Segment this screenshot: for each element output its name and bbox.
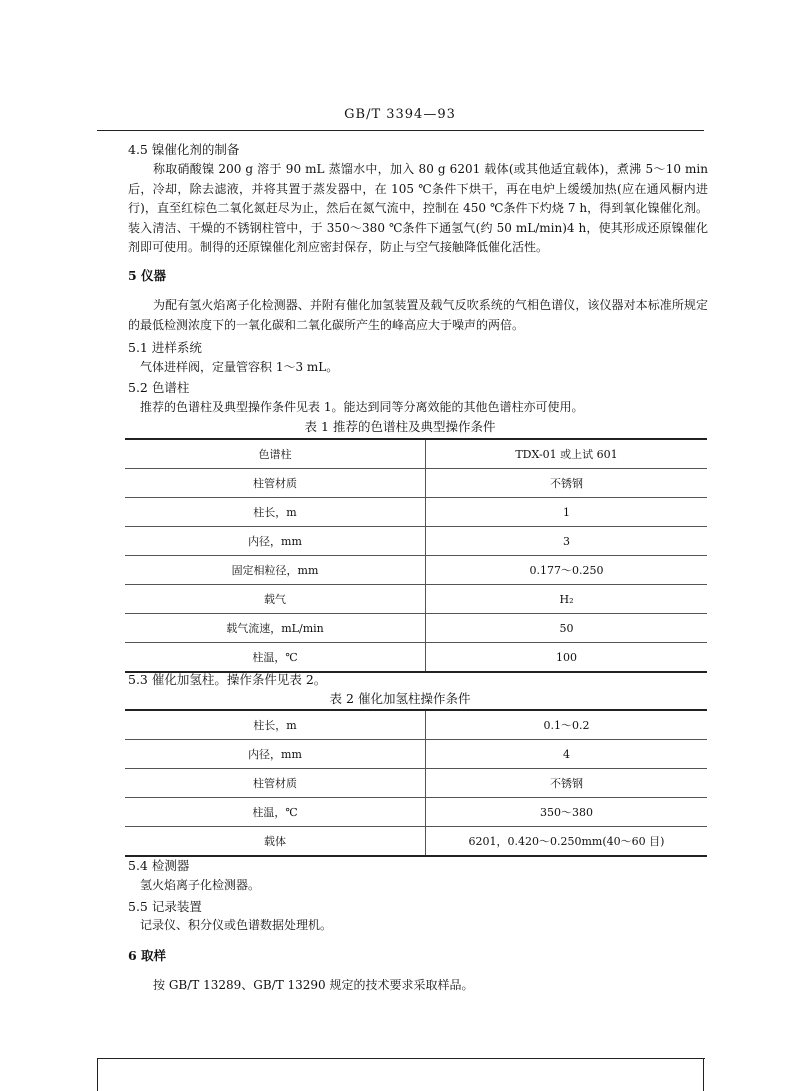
table-cell-label: 内径，mm bbox=[125, 740, 426, 769]
section-6-body: 按 GB/T 13289、GB/T 13290 规定的技术要求采取样品。 bbox=[153, 978, 474, 992]
section-5-1-title: 5.1 进样系统 bbox=[128, 340, 202, 355]
section-5-title: 5 仪器 bbox=[128, 268, 167, 283]
table-cell-label: 柱管材质 bbox=[125, 469, 426, 498]
table-cell-value: 6201，0.420～0.250mm(40～60 目) bbox=[426, 827, 708, 857]
table-cell-label: 柱长，m bbox=[125, 710, 426, 740]
section-5-body: 为配有氢火焰离子化检测器、并附有催化加氢装置及载气反吹系统的气相色谱仪，该仪器对本标准所规定的最低检测浓度下的一氧化碳和二氧化碳所产生的峰高应大于噪声的两倍。 bbox=[128, 298, 708, 332]
table-cell-value: 不锈钢 bbox=[426, 469, 708, 498]
section-4-5-body: 称取硝酸镍 200 g 溶于 90 mL 蒸馏水中，加入 80 g 6201 载体(或其他适宜载体)，煮沸 5～10 min 后，冷却，除去滤液，并将其置于蒸发器中，在 105 ℃条件下烘干，再在电炉上缓缓加热(应在通风橱内进行)，直至红棕色二氧化氮赶尽为止，然后在氮气流中，控制在 450 ℃条件下灼烧 7 h，得到氧化镍催化剂。装入清洁、干燥的不锈钢柱管中，于 350～380 ℃条件下通氢气(约 50 mL/min)4 h，使其形成还原镍催化剂即可使用。制得的还原镍催化剂应密封保存，防止与空气接触降低催化活性。 bbox=[128, 162, 708, 254]
table-row bbox=[125, 585, 707, 614]
table-cell-label: 内径，mm bbox=[125, 527, 426, 556]
table-row bbox=[125, 614, 707, 643]
table-1 bbox=[125, 438, 707, 673]
table-cell-value: 1 bbox=[426, 498, 708, 527]
table-row bbox=[125, 469, 707, 498]
table-row bbox=[125, 498, 707, 527]
table-row bbox=[125, 527, 707, 556]
table-cell-value: 3 bbox=[426, 527, 708, 556]
table-row bbox=[125, 439, 707, 469]
header-rule bbox=[97, 130, 704, 131]
table-cell-value: 350～380 bbox=[426, 798, 708, 827]
section-5-2-body: 推荐的色谱柱及典型操作条件见表 1。能达到同等分离效能的其他色谱柱亦可使用。 bbox=[140, 400, 584, 414]
table-row bbox=[125, 556, 707, 585]
section-6-title: 6 取样 bbox=[128, 948, 167, 963]
section-5-3-title: 5.3 催化加氢柱。操作条件见表 2。 bbox=[128, 672, 327, 687]
section-4-5-title: 4.5 镍催化剂的制备 bbox=[128, 142, 240, 157]
table-row bbox=[125, 769, 707, 798]
table-cell-value: H₂ bbox=[426, 585, 708, 614]
table-1-caption: 表 1 推荐的色谱柱及典型操作条件 bbox=[304, 419, 496, 434]
table-row bbox=[125, 798, 707, 827]
table-2 bbox=[125, 709, 707, 857]
table-cell-value: TDX-01 或上试 601 bbox=[426, 439, 708, 469]
footer-rule bbox=[97, 1058, 705, 1059]
section-5-5-body: 记录仪、积分仪或色谱数据处理机。 bbox=[140, 918, 333, 932]
table-row bbox=[125, 643, 707, 673]
table-cell-label: 柱管材质 bbox=[125, 769, 426, 798]
table-cell-label: 载气 bbox=[125, 585, 426, 614]
table-row bbox=[125, 827, 707, 857]
footer-frame-right bbox=[703, 1058, 704, 1091]
page-header: GB/T 3394—93 bbox=[344, 107, 456, 122]
section-5-4-body: 氢火焰离子化检测器。 bbox=[140, 878, 261, 892]
table-row bbox=[125, 740, 707, 769]
table-cell-value: 50 bbox=[426, 614, 708, 643]
table-cell-value: 100 bbox=[426, 643, 708, 673]
table-cell-value: 0.1～0.2 bbox=[426, 710, 708, 740]
table-cell-value: 4 bbox=[426, 740, 708, 769]
table-cell-value: 不锈钢 bbox=[426, 769, 708, 798]
table-cell-label: 柱温，℃ bbox=[125, 643, 426, 673]
section-5-4-title: 5.4 检测器 bbox=[128, 858, 190, 873]
table-cell-label: 载体 bbox=[125, 827, 426, 857]
section-5-1-body: 气体进样阀，定量管容积 1～3 mL。 bbox=[140, 360, 339, 374]
table-cell-label: 色谱柱 bbox=[125, 439, 426, 469]
table-cell-label: 固定相粒径，mm bbox=[125, 556, 426, 585]
table-cell-label: 柱长，m bbox=[125, 498, 426, 527]
table-cell-label: 柱温，℃ bbox=[125, 798, 426, 827]
table-cell-value: 0.177～0.250 bbox=[426, 556, 708, 585]
table-cell-label: 载气流速，mL/min bbox=[125, 614, 426, 643]
table-row bbox=[125, 710, 707, 740]
footer-frame-left bbox=[97, 1058, 98, 1091]
section-5-2-title: 5.2 色谱柱 bbox=[128, 380, 190, 395]
table-2-caption: 表 2 催化加氢柱操作条件 bbox=[329, 691, 471, 706]
section-5-5-title: 5.5 记录装置 bbox=[128, 899, 202, 914]
